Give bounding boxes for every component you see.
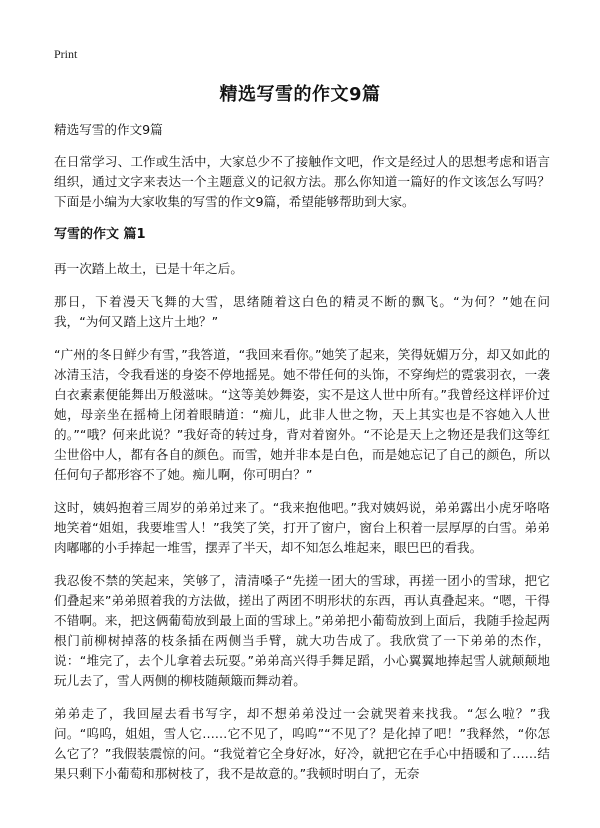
body-paragraph-1: 再一次踏上故土，已是十年之后。 <box>54 261 243 276</box>
document-body <box>54 120 550 797</box>
body-paragraph-2: 那日，下着漫天飞舞的大雪，思绪随着这白色的精灵不断的飘飞。“为何？”她在问我，“为何又踏上这片土地？” <box>54 294 550 329</box>
document-subtitle: 精选写雪的作文9篇 <box>54 122 163 137</box>
section-heading: 写雪的作文 篇1 <box>54 227 146 242</box>
intro-paragraph: 在日常学习、工作或生活中，大家总少不了接触作文吧，作文是经过人的思想考虑和语言组织，通过文字来表达一个主题意义的记叙方法。那么你知道一篇好的作文该怎么写吗？下面是小编为大家收集的写雪的作文9篇，希望能够帮助到大家。 <box>54 154 550 209</box>
document-title: 精选写雪的作文9篇 <box>219 84 381 105</box>
body-paragraph-3: “广州的冬日鲜少有雪，”我答道，“我回来看你。”她笑了起来，笑得妩媚万分，却又如此的冰清玉洁，令我看迷的身姿不停地摇晃。她不带任何的头饰，不穿绚烂的霓裳羽衣，一袭白衣素素便能舞出万般滋味。“这等美妙舞姿，实不是这人世中所有。”我曾经这样评价过她，母亲坐在摇椅上闭着眼睛道：“痴儿，此非人世之物，天上其实也是不容她入人世的。”“哦？何来此说？”我好奇的转过身，背对着窗外。“不论是天上之物还是我们这等红尘世俗中人，都有各自的颜色。而雪，她并非本是白色，而是她忘记了自己的颜色，所以任何句子都形容不了她。痴儿啊，你可明白？” <box>54 347 550 482</box>
print-label: Print <box>54 47 78 61</box>
body-paragraph-5: 我忍俊不禁的笑起来，笑够了，清清嗓子“先搓一团大的雪球，再搓一团小的雪球，把它们叠起来”弟弟照着我的方法做，搓出了两团不明形状的东西，再认真叠起来。“嗯，干得不错啊。来，把这俩葡萄放到最上面的雪球上。”弟弟把小葡萄放到上面后，我随手捡起两根门前柳树掉落的枝条插在两侧当手臂，就大功告成了。我欣赏了一下弟弟的杰作，说：“堆完了，去个儿拿着去玩耍。”弟弟高兴得手舞足蹈，小心翼翼地捧起雪人就颠颠地玩儿去了，雪人两侧的柳枝随颠簸而舞动着。 <box>54 573 550 688</box>
body-paragraph-6: 弟弟走了，我回屋去看书写字，却不想弟弟没过一会就哭着来找我。“怎么啦？”我问。“呜呜，姐姐，雪人它……它不见了，呜呜”“不见了？是化掉了吧！”我释然，“你怎么它了？”我假装震惊的问。“我觉着它全身好冰，好冷，就把它在手心中捂暖和了……结果只剩下小葡萄和那树枝了，我不是故意的。”我顿时明白了，无奈 <box>54 706 550 781</box>
body-paragraph-4: 这时，姨妈抱着三周岁的弟弟过来了。“我来抱他吧。”我对姨妈说，弟弟露出小虎牙咯咯地笑着“姐姐，我要堆雪人！”我笑了笑，打开了窗户，窗台上积着一层厚厚的白雪。弟弟肉嘟嘟的小手捧起一堆雪，摆弄了半天，却不知怎么堆起来，眼巴巴的看我。 <box>54 500 550 555</box>
